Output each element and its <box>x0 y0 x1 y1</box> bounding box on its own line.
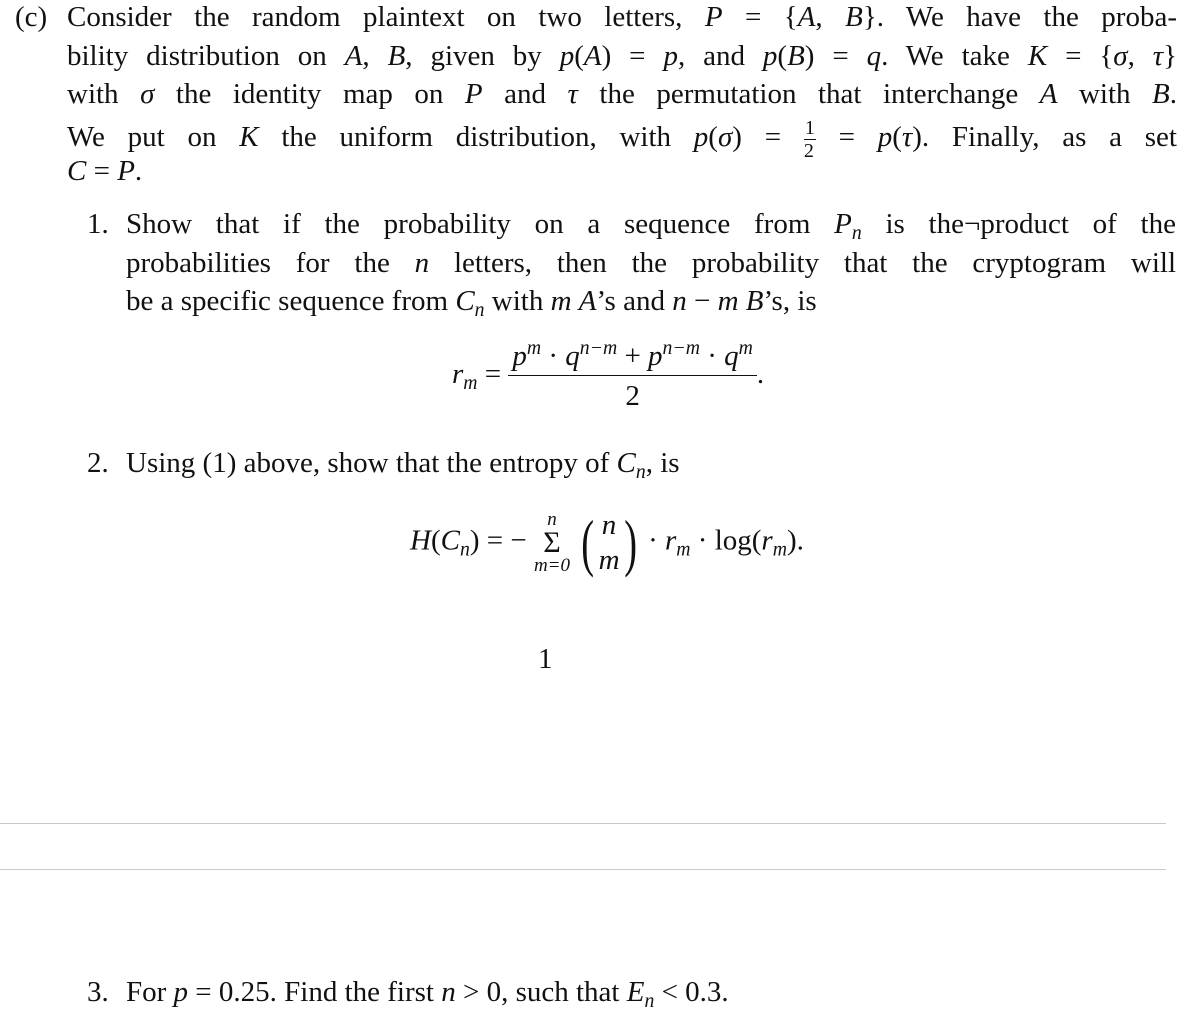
one-half-fraction: $\frac{1}{2}$ <box>803 117 815 162</box>
item-1-line-1: Show that if the probability on a sequence from $P_n$ is the¬product of the <box>126 208 1176 244</box>
rm-equation: $r_m$ = $\frac{p^m \cdot q^{n-m} + p^{n-m} \cdot q^m}{2}$ . <box>452 337 765 412</box>
item-1-line-2: probabilities for the n letters, then the probability that the cryptogram will <box>126 247 1176 279</box>
page-divider-bottom <box>0 869 1166 870</box>
problem-line-3: with σ the identity map on P and τ the permutation that interchange A with B. <box>67 78 1177 110</box>
problem-line-1: Consider the random plaintext on two letters, P = {A, B}. We have the proba- <box>67 1 1177 33</box>
item-1-line-3: be a specific sequence from $C_n$ with m A’s and n − m B’s, is <box>126 285 817 321</box>
item-2-number: 2. <box>87 447 109 479</box>
problem-label: (c) <box>15 1 48 33</box>
sum-symbol: n Σ m=0 <box>533 509 570 577</box>
entropy-equation: $H(C_n)$ = − n Σ m=0 ( n m ) · $r_m \cdot \log(r_m)$. <box>410 506 804 578</box>
item-3-text: For p = 0.25. Find the first n > 0, such that $E_n < 0.3$. <box>126 976 729 1012</box>
problem-line-5: C = P. <box>67 155 143 187</box>
problem-line-2: bility distribution on A, B, given by p(A) = p, and p(B) = q. We take K = {σ, τ} <box>67 40 1177 72</box>
page-number: 1 <box>538 643 553 675</box>
page-divider-top <box>0 823 1166 824</box>
item-3-number: 3. <box>87 976 109 1008</box>
item-2-text: Using (1) above, show that the entropy of $C_n$, is <box>126 447 680 483</box>
item-1-number: 1. <box>87 208 109 240</box>
problem-line-4: We put on K the uniform distribution, with p(σ) = $\frac{1}{2}$ = p(τ). Finally, as a set <box>67 117 1177 162</box>
